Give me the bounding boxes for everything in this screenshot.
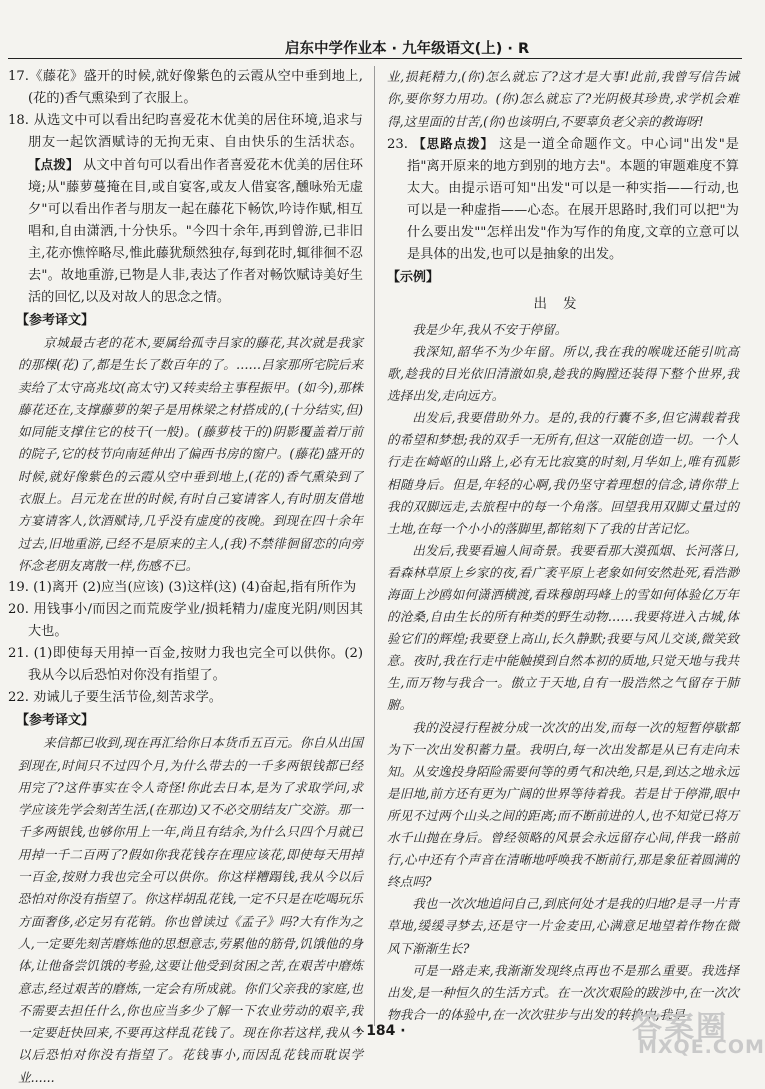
essay-paragraph: 我深知,韶华不为少年留。所以,我在我的喉咙还能引吭高歌,趁我的目光依旧清澈如泉,趁我的胸膛还装得下整个世界,我选择出发,走向远方。 <box>387 343 739 404</box>
essay-title: 出发 <box>533 295 593 312</box>
watermark-en-text: MXQE.COM <box>638 1036 765 1058</box>
example-label: 【示例】 <box>387 269 440 285</box>
answer-18-hint: 从文中首句可以看出作者喜爱花木优美的居住环境;从"藤萝蔓掩在目,或自宴客,或友人借宴客,醺咏殆无虚夕"可以看出作者与朋友一起在藤花下畅饮,吟诗作赋,相互唱和,自由潇洒,十分快乐。"今四十余年,再到曾游,已非旧主,花亦憔悴略尽,惟此藤犹颓然独存,每到花时,辄徘徊不忍去"。故地重游,已物是人非,表达了作者对畅饮赋诗美好生活的回忆,以及对故人的思念之情。 <box>28 158 363 305</box>
essay-paragraph: 可是一路走来,我渐渐发现终点再也不是那么重要。我选择出发,是一种恒久的生活方式。在一次次艰险的跋涉中,在一次次物我合一的体验中,在一次次驻步与出发的转换中,我早 <box>387 962 739 1022</box>
right-column <box>387 66 739 1022</box>
reference-translation-1: 京城最古老的花木,要属给孤寺吕家的藤花,其次就是我家的那棵(花)了,都是生长了数百年的了。……吕家那所宅院后来卖给了太守高兆坟(高太守)又转卖给主事程振甲。(如今),那株藤花还在,支撑藤萝的架子是用株梁之材搭成的,(十分结实,但)如同能支撑住它的枝干(一般)。(藤萝枝干的)阴影覆盖着厅前的院子,它的枝节向南延伸出了偏西书房的窗户。(藤花)盛开的时候,就好像紫色的云霞从空中垂到地上,(花的)香气熏染到了衣服上。吕元龙在世的时候,有时自己宴请客人,有时朋友借地方宴请客人,饮酒赋诗,几乎没有虚度的夜晚。到现在四十余年过去,旧地重游,已经不是原来的主人,(我)不禁徘徊留恋的向旁怀念老朋友离散一样,伤感不已。 <box>18 335 363 573</box>
essay-paragraph: 我也一次次地追问自己,到底何处才是我的归地?是寻一片青草地,缓缓寻梦去,还是守一片金麦田,心满意足地望着作物在微风下渐渐生长? <box>387 896 739 956</box>
running-title: 启东中学作业本 · 九年级语文(上) · R <box>285 41 530 57</box>
answer-21: 21. (1)即使每天用掉一百金,按财力我也完全可以供你。(2)我从今以后恐怕对你没有指望了。 <box>8 646 363 684</box>
answer-23-number: 23. <box>387 136 408 152</box>
answer-20: 20. 用钱事小/而因之而荒废学业/损耗精力/虚度光阴/则因其大也。 <box>8 602 363 640</box>
reference-translation-label-1: 【参考译文】 <box>16 313 95 328</box>
answer-18-hint-tag: 【点拨】 <box>28 157 79 172</box>
header-rule <box>8 58 742 59</box>
site-watermark <box>628 1002 765 1060</box>
answer-19: 19. (1)离开 (2)应当(应该) (3)这样(这) (4)奋起,指有所作为 <box>8 580 357 596</box>
watermark-cn-text: 答案圈 <box>632 1010 728 1045</box>
reference-translation-2: 来信都已收到,现在再汇给你日本货币五百元。你自从出国到现在,时间只不过四个月,为什么带去的一千多两银钱都已经用完了?这件事实在令人奇怪!你此去日本,是为了求取学问,求学应该先学会刻苦生活,(在那边)又不必交朋结友广交游。那一千多两银钱,也够你用上一年,尚且有结余,为什么只四个月就已用掉一千二百两了?假如你我花钱存在理应该花,即使每天用掉一百金,按财力我也完全可以供你。你这样糟蹋钱,我从今以后恐怕对你没有指望了。你这样胡乱花钱,一定不只是在吃喝玩乐方面奢侈,必定另有花销。你也曾读过《孟子》吗?大有作为之人,一定要先刻苦磨炼他的思想意志,劳累他的筋骨,饥饿他的身体,让他备尝饥饿的考验,这要让他受到贫困之苦,在艰苦中磨炼意志,经过艰苦的磨炼,一定会有所成就。你们父亲我的家庭,也不需要去担任什么,你也应当多少了解一下农业劳动的艰辛,我一定要赶快回来,不要再这样乱花钱了。现在你若这样,我从今以后恐怕对你没有指望了。花钱事小,而因乱花钱而耽误学业...... <box>18 735 363 1085</box>
answer-22: 22. 劝诫儿子要生活节俭,刻苦求学。 <box>8 690 222 706</box>
essay-paragraph: 出发后,我要借助外力。是的,我的行囊不多,但它满载着我的希望和梦想;我的双手一无所有,但这一双能创造一切。一个人行走在崎岖的山路上,必有无比寂寞的时刻,月华如上,唯有孤影相随身后。但是,年轻的心啊,我仍坚守着理想的信念,请你带上我的双脚远走,去旅程中的每一个角落。回望我用双脚丈量过的土地,在每一个小小的落脚里,都铭刻下了我的甘苦记忆。 <box>387 410 739 536</box>
column-divider <box>374 66 375 1026</box>
essay-paragraph: 我的没浸行程被分成一次次的出发,而每一次的短暂停歇都为下一次出发积蓄力量。我明白,每一次出发都是从已有走向未知。从安逸投身陌险需要何等的勇气和决绝,只是,到达之地永远是旧地,前方还有更为广阔的世界等待着我。若是甘于停滞,眼中所见不过两个山头之间的距离;而不断前进的人,也不知觉已将万水千山抛在身后。曾经领略的风景会永远留存心间,伴我一路前行,心中还有个声音在清晰地呼唤我不断前行,那是象征着圆满的终点吗? <box>387 719 739 890</box>
page-header <box>0 0 750 60</box>
answer-23 <box>387 133 739 266</box>
essay-paragraph: 出发后,我要看遍人间奇景。我要看那大漠孤烟、长河落日,看森林草原上乡家的夜,看广袤平原上老象如何安然赴死,看浩渺海面上沙鸥如何潇洒横渡,看珠穆朗玛峰上的雪如何体验亿万年的沧桑,自由生长的所有种类的野生动物……我要将进入古城,体验它们的辉煌;我要登上高山,长久静默;我要与风儿交谈,微笑致意。夜时,我在行走中能触摸到自然本初的质地,只觉天地与我共生,而万物与我合一。傲立于天地,自有一股浩然之气留存于肺腑。 <box>387 542 739 713</box>
left-column <box>8 66 363 1085</box>
answer-17: 17.《藤花》盛开的时候,就好像紫色的云霞从空中垂到地上,(花的)香气熏染到了衣服上。 <box>8 69 363 106</box>
translation-continued: 业,损耗精力,(你)怎么就忘了?这才是大事!此前,我曾写信告诫你,要你努力用功。(你)怎么就忘了?光阴极其珍贵,求学机会难得,这里面的甘苦,(你)也该明白,不要辜负老父亲的教诲呀! <box>387 69 739 129</box>
answer-23-hint: 这是一道全命题作文。中心词"出发"是指"离开原来的地方到别的地方去"。本题的审题难度不算太大。由提示语可知"出发"可以是一种实指——行动,也可以是一种虚指——心态。在展开思路时,我们可以把"为什么要出发""怎样出发"作为写作的角度,文章的立意可以是具体的出发,也可以是抽象的出发。 <box>407 136 739 262</box>
answer-18-text: 18. 从选文中可以看出纪昀喜爱花木优美的居住环境,追求与朋友一起饮酒赋诗的无拘无束、自由快乐的生活状态。 <box>8 113 363 150</box>
essay-paragraph: 我是少年,我从不安于停留。 <box>412 321 568 337</box>
answer-23-hint-tag: 【思路点拨】 <box>413 135 495 151</box>
page-number: · 184 · <box>356 1023 406 1039</box>
answer-18 <box>8 110 363 309</box>
reference-translation-label-2: 【参考译文】 <box>16 713 95 729</box>
